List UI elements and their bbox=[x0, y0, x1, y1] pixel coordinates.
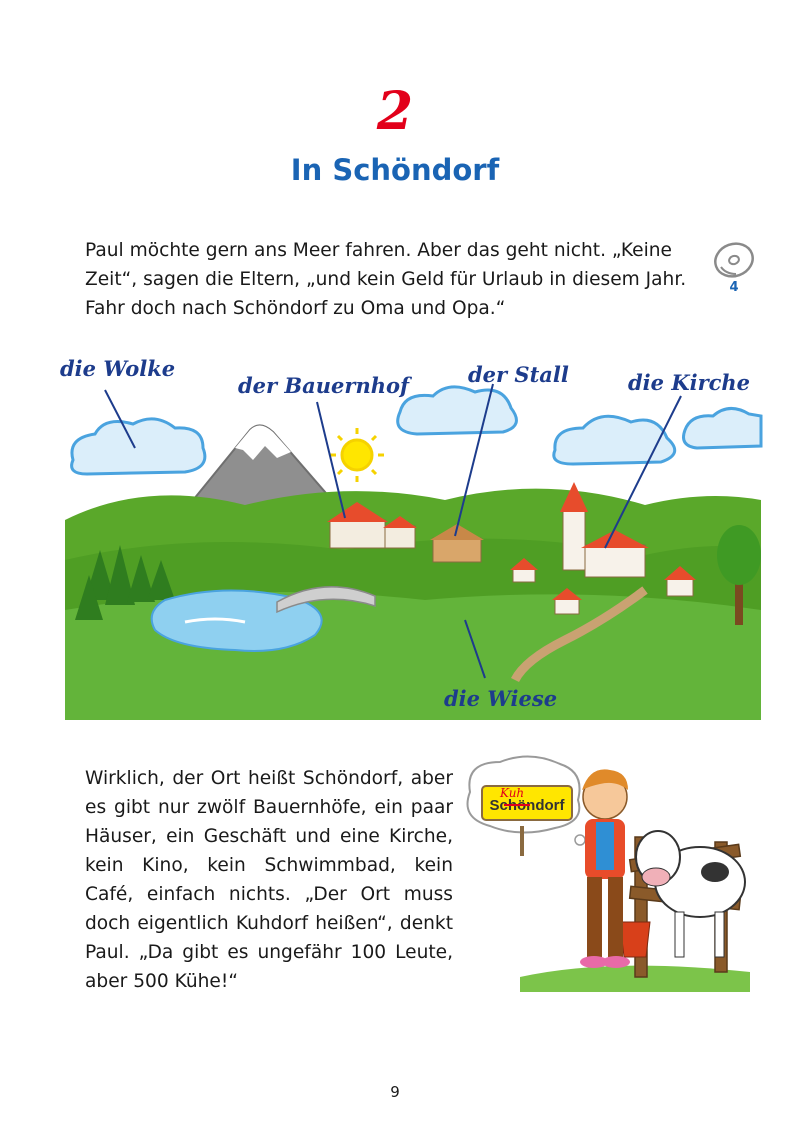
chapter-number: 2 bbox=[376, 81, 414, 142]
chapter-title: In Schöndorf bbox=[290, 153, 500, 187]
label-meadow: die Wiese bbox=[444, 686, 558, 711]
cloud-icon bbox=[72, 419, 205, 474]
sun-icon bbox=[330, 428, 384, 482]
boy-icon bbox=[580, 769, 630, 968]
intro-text: Paul möchte gern ans Meer fahren. Aber das geht nicht. „Keine Zeit“, sagen die Eltern, „und kein Geld für Urlaub in diesem Jahr. Fahr doch nach Schöndorf zu Oma und Opa.“ bbox=[85, 240, 687, 319]
label-barn: der Stall bbox=[468, 362, 569, 387]
village-landscape-illustration bbox=[45, 350, 765, 720]
page-number: 9 bbox=[390, 1083, 400, 1101]
cd-track-number: 4 bbox=[729, 280, 739, 295]
cd-icon bbox=[712, 240, 756, 280]
intro-paragraph bbox=[85, 236, 700, 323]
boy-and-cow-illustration bbox=[460, 752, 760, 992]
sign-text: Schöndorf bbox=[489, 797, 565, 814]
story-paragraph bbox=[85, 764, 453, 996]
sign-correction: Kuh bbox=[500, 786, 525, 800]
audio-cd-badge[interactable] bbox=[712, 240, 756, 300]
story-text: Wirklich, der Ort heißt Schöndorf, aber es gibt nur zwölf Bauernhöfe, ein paar Häuser, ein Geschäft und eine Kirche, kein Kino, kein Schwimmbad, kein Café, einfach nichts. „Der Ort muss doch eigentlich Kuhdorf heißen“, denkt Paul. „Da gibt es ungefähr 100 Leute, aber 500 Kühe!“ bbox=[85, 768, 453, 992]
label-farm: der Bauernhof bbox=[238, 373, 410, 398]
label-cloud: die Wolke bbox=[60, 356, 176, 381]
label-church: die Kirche bbox=[628, 370, 751, 395]
